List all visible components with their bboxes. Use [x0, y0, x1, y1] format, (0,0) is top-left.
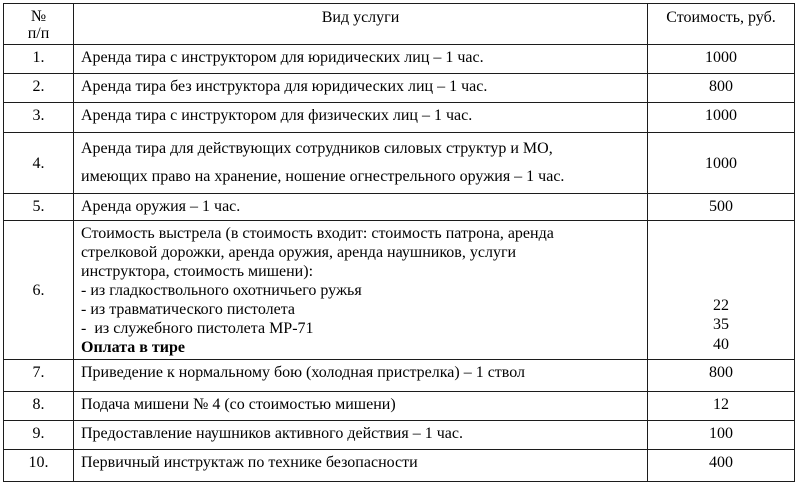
service-line: Подача мишени № 4 (со стоимостью мишени) — [81, 396, 396, 413]
price-value: 800 — [709, 364, 733, 381]
header-row — [4, 4, 795, 45]
service-line: Предоставление наушников активного действия – 1 час. — [81, 425, 463, 442]
price-cell — [648, 103, 795, 133]
row-number-cell: 5. — [4, 194, 74, 221]
price-value: 400 — [709, 454, 733, 471]
service-line: Оплата в тире — [81, 339, 185, 356]
table-row — [4, 103, 795, 133]
price-cell — [648, 45, 795, 74]
price-value: 22 — [713, 296, 729, 314]
table-row — [4, 221, 795, 360]
price-value: 1000 — [705, 107, 737, 124]
service-line: Приведение к нормальному бою (холодная пристрелка) – 1 ствол — [81, 364, 526, 381]
col-header-num-line1: № — [30, 8, 47, 25]
price-value: 100 — [709, 425, 733, 442]
row-number-cell: 7. — [4, 360, 74, 392]
table-row — [4, 194, 795, 221]
col-header-num-line2: п/п — [27, 25, 50, 42]
service-cell — [74, 45, 648, 74]
price-value: 1000 — [705, 155, 737, 172]
service-line: стрелковой дорожки, аренда оружия, аренда наушников, услуги — [81, 244, 517, 261]
price-cell — [648, 450, 795, 482]
price-value: 35 — [713, 316, 729, 333]
price-value: 40 — [713, 335, 729, 353]
service-line: Аренда оружия – 1 час. — [81, 198, 241, 215]
price-cell — [648, 221, 795, 360]
price-cell — [648, 360, 795, 392]
service-cell — [74, 392, 648, 421]
service-cell — [74, 74, 648, 103]
service-line: - из служебного пистолета МР-71 — [81, 320, 314, 337]
price-value: 12 — [713, 396, 729, 413]
price-cell — [648, 194, 795, 221]
table-row — [4, 45, 795, 74]
service-line: Аренда тира с инструктором для физических лиц – 1 час. — [81, 107, 473, 124]
service-line: инструктора, стоимость мишени): — [81, 263, 314, 280]
price-value: 500 — [709, 198, 733, 215]
service-line: - из травматического пистолета — [81, 301, 295, 318]
service-line: Аренда тира с инструктором для юридических лиц – 1 час. — [81, 49, 484, 66]
service-line: Первичный инструктаж по технике безопасности — [81, 454, 418, 471]
col-header-price: Стоимость, руб. — [648, 4, 795, 45]
row-number-cell: 10. — [4, 450, 74, 482]
table-row — [4, 421, 795, 450]
table-row — [4, 450, 795, 482]
service-cell — [74, 221, 648, 360]
service-cell — [74, 133, 648, 194]
service-cell — [74, 360, 648, 392]
col-header-num — [4, 4, 74, 45]
service-cell — [74, 103, 648, 133]
service-line: имеющих право на хранение, ношение огнестрельного оружия – 1 час. — [81, 168, 565, 185]
service-cell — [74, 421, 648, 450]
table-header — [4, 4, 795, 45]
row-number-cell: 1. — [4, 45, 74, 74]
price-cell — [648, 74, 795, 103]
table-row — [4, 392, 795, 421]
price-cell — [648, 421, 795, 450]
price-value: 1000 — [705, 49, 737, 66]
col-header-service: Вид услуги — [74, 4, 648, 45]
table-row — [4, 360, 795, 392]
price-table — [3, 3, 795, 482]
price-cell — [648, 392, 795, 421]
service-cell — [74, 194, 648, 221]
price-cell — [648, 133, 795, 194]
service-line: - из гладкоствольного охотничьего ружья — [81, 282, 362, 299]
row-number-cell: 3. — [4, 103, 74, 133]
row-number-cell: 8. — [4, 392, 74, 421]
table-row — [4, 133, 795, 194]
service-line: Аренда тира без инструктора для юридических лиц – 1 час. — [81, 78, 488, 95]
table-row — [4, 74, 795, 103]
row-number-cell: 2. — [4, 74, 74, 103]
row-number-cell: 4. — [4, 133, 74, 194]
row-number-cell: 6. — [4, 221, 74, 360]
row-number-cell: 9. — [4, 421, 74, 450]
service-line: Аренда тира для действующих сотрудников силовых структур и МО, — [81, 140, 553, 157]
price-value: 800 — [709, 78, 733, 95]
service-cell — [74, 450, 648, 482]
service-line: Стоимость выстрела (в стоимость входит: стоимость патрона, аренда — [81, 225, 554, 242]
table-body — [4, 45, 795, 482]
